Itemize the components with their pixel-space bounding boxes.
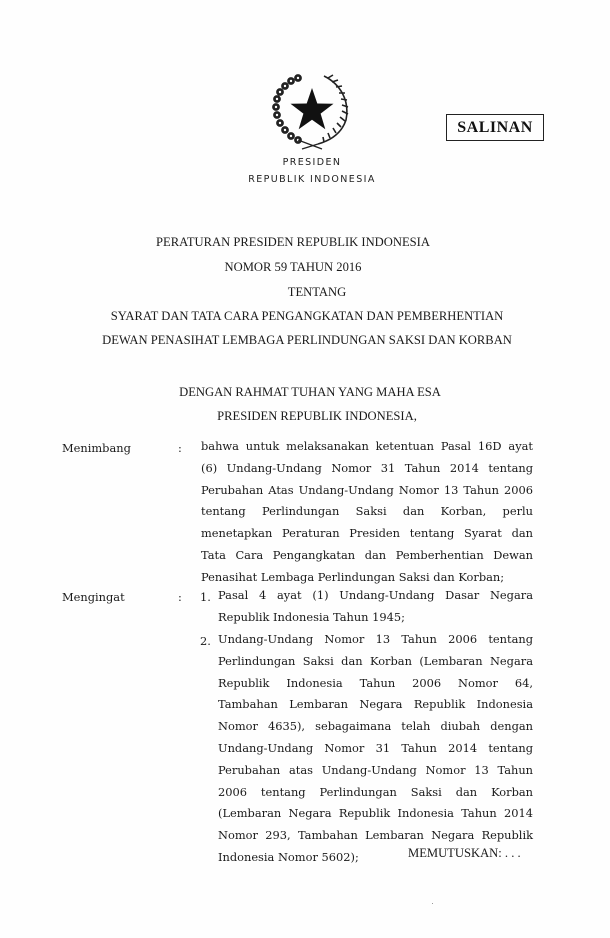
mengingat-colon: : xyxy=(178,590,182,604)
mengingat-item-2 xyxy=(218,629,533,869)
preamble-president: PRESIDEN REPUBLIK INDONESIA, xyxy=(217,409,417,423)
regulation-subject-line2: DEWAN PENASIHAT LEMBAGA PERLINDUNGAN SAKSI DAN KORBAN xyxy=(102,333,512,347)
regulation-number: NOMOR 59 TAHUN 2016 xyxy=(224,260,362,274)
mengingat-line: Nomor 293, Tambahan Lembaran Negara Republik xyxy=(218,828,533,843)
menimbang-line: tentang Perlindungan Saksi dan Korban, perlu xyxy=(201,504,533,519)
regulation-title: PERATURAN PRESIDEN REPUBLIK INDONESIA xyxy=(156,235,430,249)
menimbang-line: menetapkan Peraturan Presiden tentang Syarat dan xyxy=(201,526,533,541)
menimbang-line: Perubahan Atas Undang-Undang Nomor 13 Tahun 2006 xyxy=(201,482,533,497)
mengingat-line: (Lembaran Negara Republik Indonesia Tahun 2014 xyxy=(218,806,533,821)
preamble-invocation: DENGAN RAHMAT TUHAN YANG MAHA ESA xyxy=(179,385,441,399)
emblem-caption-president: PRESIDEN xyxy=(282,157,342,168)
mengingat-line: Republik Indonesia Tahun 2006 Nomor 64, xyxy=(218,675,533,690)
mengingat-line: Republik Indonesia Tahun 1945; xyxy=(218,609,405,624)
mengingat-item-number: 1. xyxy=(200,590,211,604)
mengingat-item-1 xyxy=(218,585,533,629)
salinan-stamp: SALINAN xyxy=(446,114,544,141)
menimbang-line: Penasihat Lembaga Perlindungan Saksi dan Korban; xyxy=(201,569,505,584)
menimbang-line: bahwa untuk melaksanakan ketentuan Pasal 16D ayat xyxy=(201,439,533,453)
mengingat-line: 2006 tentang Perlindungan Saksi dan Korban xyxy=(218,784,533,799)
menimbang-colon: : xyxy=(178,441,182,455)
mengingat-line: Perubahan atas Undang-Undang Nomor 13 Tahun xyxy=(218,762,533,777)
regulation-subject-line1: SYARAT DAN TATA CARA PENGANGKATAN DAN PEMBERHENTIAN xyxy=(110,309,504,323)
page-continuation: MEMUTUSKAN: . . . xyxy=(408,846,521,860)
emblem-caption-republic: REPUBLIK INDONESIA xyxy=(248,174,376,185)
menimbang-label: Menimbang xyxy=(62,441,131,455)
presidential-emblem-icon xyxy=(268,70,356,150)
regulation-tentang: TENTANG xyxy=(287,285,347,299)
scan-speck xyxy=(432,903,433,904)
mengingat-item-number: 2. xyxy=(200,634,211,648)
mengingat-line: Perlindungan Saksi dan Korban (Lembaran Negara xyxy=(218,653,533,668)
mengingat-label: Mengingat xyxy=(62,590,125,604)
mengingat-line: Nomor 4635), sebagaimana telah diubah dengan xyxy=(218,719,533,734)
mengingat-line: Pasal 4 ayat (1) Undang-Undang Dasar Negara xyxy=(218,588,533,602)
menimbang-line: (6) Undang-Undang Nomor 31 Tahun 2014 tentang xyxy=(201,460,533,475)
menimbang-body xyxy=(201,436,533,589)
mengingat-line: Undang-Undang Nomor 31 Tahun 2014 tentang xyxy=(218,740,533,755)
menimbang-line: Tata Cara Pengangkatan dan Pemberhentian Dewan xyxy=(201,547,533,562)
mengingat-line: Indonesia Nomor 5602); xyxy=(218,849,359,864)
mengingat-line: Undang-Undang Nomor 13 Tahun 2006 tentang xyxy=(218,632,533,646)
mengingat-line: Tambahan Lembaran Negara Republik Indonesia xyxy=(218,697,533,712)
